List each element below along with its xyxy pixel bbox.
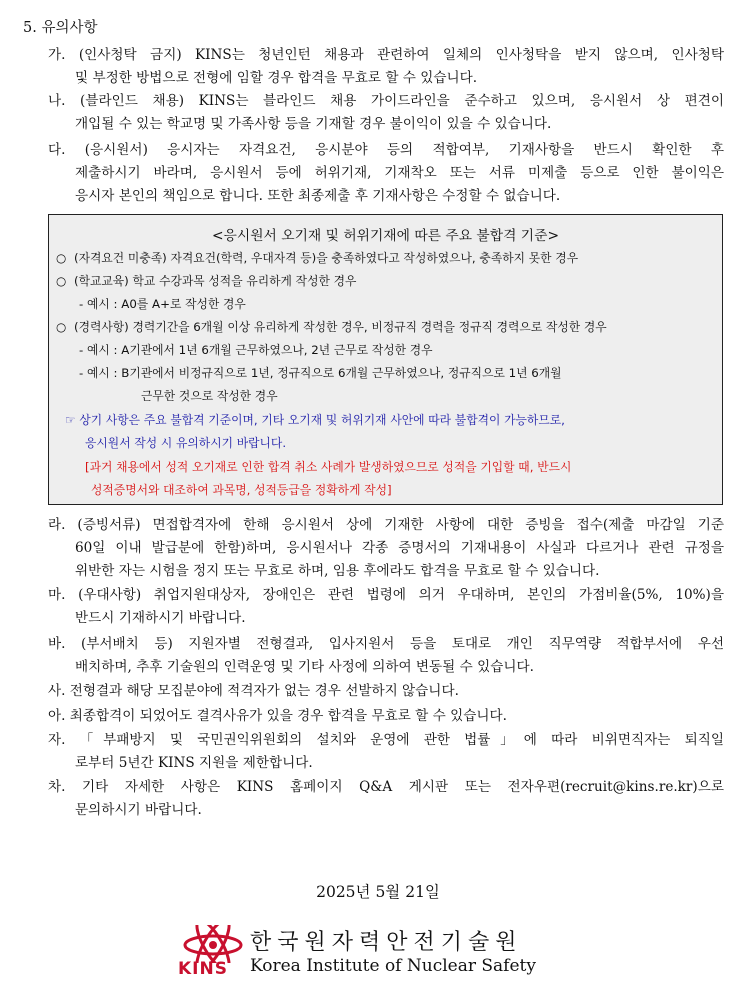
notice-item-na [48,90,724,136]
item-line: 반드시 기재하시기 바랍니다. [75,610,246,626]
box-title: <응시원서 오기재 및 허위기재에 따른 주요 불합격 기준> [211,228,560,244]
notice-item-ga [48,44,724,90]
item-line: 라. (증빙서류) 면접합격자에 한해 응시원서 상에 기재한 사항에 대한 증빙을 접수(제출 마감일 기준 [48,517,724,533]
item-line: 바. (부서배치 등) 지원자별 전형결과, 입사지원서 등을 토대로 개인 직무역량 적합부서에 우선 [48,636,724,652]
criteria-warning: [과거 채용에서 성적 오기재로 인한 합격 취소 사례가 발생하였으므로 성적을 기입할 때, 반드시 [85,460,572,474]
item-line: 자. 「부패방지 및 국민권익위원회의 설치와 운영에 관한 법률」에 따라 비위면직자는 퇴직일 [48,732,724,748]
criteria-career: ○ (경력사항) 경력기간을 6개월 이상 유리하게 작성한 경우, 비정규직 경력을 정규직 경력으로 작성한 경우 [56,316,607,338]
item-line: 사. 전형결과 해당 모집분야에 적격자가 없는 경우 선발하지 않습니다. [48,683,459,699]
notice-item-cha [48,776,724,822]
item-line: 60일 이내 발급분에 한함)하며, 응시원서나 각종 증명서의 기재내용이 사실과 다르거나 관련 규정을 [75,540,724,556]
item-line: 위반한 자는 시험을 정지 또는 무효로 하며, 임용 후에라도 합격을 무효로 할 수 있습니다. [75,563,600,579]
notice-item-ma [48,584,724,630]
item-line: 문의하시기 바랍니다. [75,802,202,818]
criteria-note: ☞ 상기 사항은 주요 불합격 기준이며, 기타 오기재 및 허위기재 사안에 따라 불합격이 가능하므로, [65,413,565,427]
criteria-example: - 예시 : A기관에서 1년 6개월 근무하였으나, 2년 근무로 작성한 경우 [79,343,433,357]
kins-logo-text: KINS [178,959,228,979]
circle-bullet-icon: ○ [56,320,67,334]
section-title: 5. 유의사항 [23,20,98,36]
criteria-note-cont: 응시원서 작성 시 유의하시기 바랍니다. [85,436,287,450]
notice-item-sa [48,680,724,703]
atom-logo-icon [180,925,246,963]
criteria-warning-cont: 성적증명서와 대조하여 과목명, 성적등급을 정확하게 작성] [91,483,392,497]
criteria-example: - 예시 : B기관에서 비정규직으로 1년, 정규직으로 6개월 근무하였으나, 정규직으로 1년 6개월 [79,366,562,380]
notice-item-ja [48,729,724,775]
criteria-qualification: ○ (자격요건 미충족) 자격요건(학력, 우대자격 등)을 충족하였다고 작성하였으나, 충족하지 못한 경우 [56,247,578,269]
institute-english-name: Korea Institute of Nuclear Safety [250,956,536,976]
item-line: 가. (인사청탁 금지) KINS는 청년인턴 채용과 관련하여 일체의 인사청탁을 받지 않으며, 인사청탁 [48,47,724,63]
item-line: 및 부정한 방법으로 전형에 임할 경우 합격을 무효로 할 수 있습니다. [75,70,478,86]
item-line: 마. (우대사항) 취업지원대상자, 장애인은 관련 법령에 의거 우대하며, 본인의 가점비율(5%, 10%)을 [48,587,724,603]
item-line: 응시자 본인의 책임으로 합니다. 또한 최종제출 후 기재사항은 수정할 수 없습니다. [75,188,561,204]
notice-item-da [48,139,724,208]
notice-item-a [48,705,724,728]
pointing-hand-icon: ☞ [65,413,76,427]
criteria-example-cont: 근무한 것으로 작성한 경우 [141,389,278,403]
item-line: 배치하며, 추후 기술원의 인력운영 및 기타 사정에 의하여 변동될 수 있습니다. [75,659,534,675]
item-line: 차. 기타 자세한 사항은 KINS 홈페이지 Q&A 게시판 또는 전자우편(recruit@kins.re.kr)으로 [48,779,724,795]
criteria-school: ○ (학교교육) 학교 수강과목 성적을 유리하게 작성한 경우 [56,270,356,292]
item-line: 로부터 5년간 KINS 지원을 제한합니다. [75,755,313,771]
item-line: 나. (블라인드 채용) KINS는 블라인드 채용 가이드라인을 준수하고 있으며, 응시원서 상 편견이 [48,93,724,109]
criteria-example: - 예시 : A0를 A+로 작성한 경우 [79,297,246,311]
disqualification-criteria-box [48,214,723,505]
institute-logo [178,925,568,980]
item-line: 개입될 수 있는 학교명 및 가족사항 등을 기재할 경우 불이익이 있을 수 있습니다. [75,116,552,132]
notice-date: 2025년 5월 21일 [316,883,440,901]
item-line: 다. (응시원서) 응시자는 자격요건, 응시분야 등의 적합여부, 기재사항을 반드시 확인한 후 [48,142,724,158]
notice-item-ra [48,514,724,583]
item-line: 제출하시기 바라며, 응시원서 등에 허위기재, 기재착오 또는 서류 미제출 등으로 인한 불이익은 [75,165,724,181]
item-line: 아. 최종합격이 되었어도 결격사유가 있을 경우 합격을 무효로 할 수 있습니다. [48,708,507,724]
institute-korean-name: 한국원자력안전기술원 [250,930,523,955]
circle-bullet-icon: ○ [56,274,67,288]
notice-item-ba [48,633,724,679]
circle-bullet-icon: ○ [56,251,67,265]
